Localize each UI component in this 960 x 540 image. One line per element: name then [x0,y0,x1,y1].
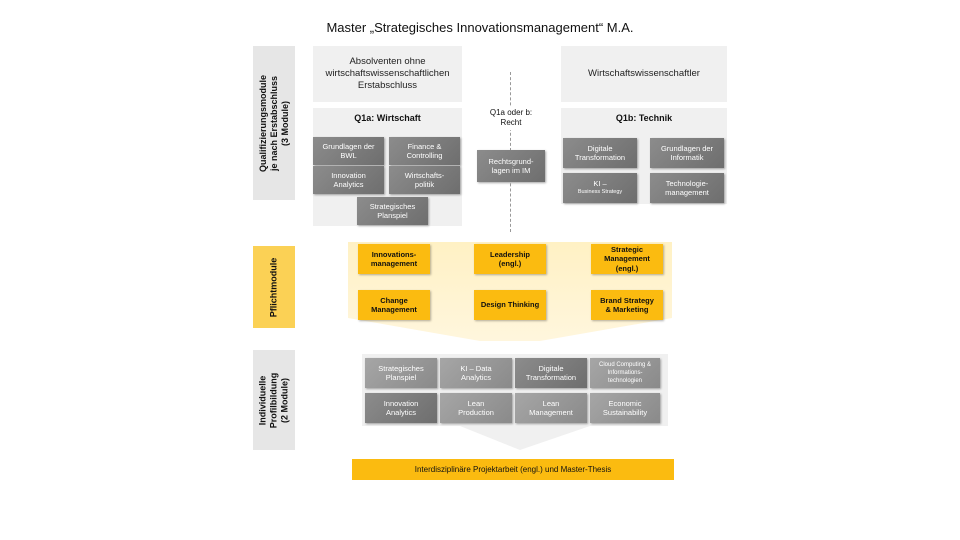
module-text: Digitale [538,363,564,373]
profil-line-1: Individuelle [257,375,268,425]
module-innovationsmanagement[interactable] [358,244,430,274]
profil-cloud-computing[interactable] [590,358,660,388]
section-label-qualifizierung-text: Qualifizierungsmodule je nach Erstabschluss (3 Module) [257,74,290,172]
page-title: Master „Strategisches Innovationsmanagement“ M.A. [326,20,634,35]
module-text: Business Strategy [577,189,623,195]
qmid-label-line2: Recht [500,118,522,127]
module-wirtschaftspolitik[interactable] [389,166,460,194]
module-text: Innovation [383,398,419,408]
module-innovation-analytics[interactable] [313,166,384,194]
module-text: KI – Data [460,363,492,373]
module-technologiemanagement[interactable] [650,173,724,203]
module-text: Transformation [574,153,626,162]
profil-economic-sustainability[interactable] [590,393,660,423]
module-text: Wirtschafts- [404,170,445,180]
module-text: Controlling [406,151,443,160]
module-text: Transformation [525,373,577,382]
module-text: Sustainability [602,408,648,417]
module-text: lagen im IM [491,166,531,175]
module-leadership[interactable] [474,244,546,274]
section-label-pflicht [253,246,295,328]
module-text: Technologie- [665,178,709,188]
section-label-profil-text [258,372,291,428]
module-ki-business-strategy[interactable] [563,173,637,203]
module-text: Analytics [385,408,416,417]
q1a-header-line3: Erstabschluss [357,80,418,91]
module-grundlagen-informatik[interactable] [650,138,724,168]
module-design-thinking[interactable] [474,290,546,320]
qmid-label [478,106,544,130]
module-text: Design Thinking [480,300,540,310]
profil-line-2: Profilbildung [268,372,279,428]
module-strategisches-planspiel[interactable] [357,197,428,225]
module-text: Change [380,295,408,305]
module-text: Digitale [587,143,613,153]
module-text: Informatik [670,153,704,162]
module-text: Innovations- [371,249,417,259]
module-digitale-transformation[interactable] [563,138,637,168]
module-text: Finance & [407,141,442,151]
q1b-label: Q1b: Technik [561,108,727,128]
module-text: (engl.) [498,259,522,268]
q1a-label: Q1a: Wirtschaft [313,108,462,128]
profil-lean-production[interactable] [440,393,512,423]
module-text: Management [371,305,417,314]
module-rechtsgrundlagen[interactable] [477,150,545,182]
module-text: Leadership [489,249,530,259]
profil-strategisches-planspiel[interactable] [365,358,437,388]
module-brand-strategy[interactable] [591,290,663,320]
module-text: Grundlagen der [660,143,714,153]
module-text: Lean [542,398,560,408]
q1a-header-line2: wirtschaftswissenschaftlichen [325,68,450,79]
module-text: & Marketing [605,305,649,314]
module-change-management[interactable] [358,290,430,320]
module-grundlagen-bwl[interactable] [313,137,384,165]
module-text: management [665,188,709,197]
module-text: (engl.) [615,263,639,273]
module-text: Grundlagen der [322,141,375,151]
q1a-header [313,46,462,102]
module-text: Innovation [331,170,366,180]
module-text: politik [414,180,435,189]
qmid-label-line1: Q1a oder b: [489,108,533,117]
module-text: BWL [340,151,357,160]
profil-ki-data-analytics[interactable] [440,358,512,388]
section-label-pflicht-text: Pflichtmodule [268,257,279,317]
module-text: Management [604,254,650,264]
module-text: Management [529,408,573,417]
module-text: Analytics [333,180,364,189]
module-text: management [370,259,418,268]
section-label-qualifizierung [253,46,295,200]
profil-digitale-transformation[interactable] [515,358,587,388]
section-label-profil [253,350,295,450]
master-thesis-bar[interactable]: Interdisziplinäre Projektarbeit (engl.) und Master-Thesis [352,459,674,480]
q1b-header: Wirtschaftswissenschaftler [561,46,727,102]
module-strategic-management[interactable] [591,244,663,274]
module-text: KI – [593,178,607,188]
module-text: Brand Strategy [600,295,654,305]
module-text: technologien [607,378,643,384]
module-text: Economic [608,398,642,408]
module-text: Strategisches [369,201,416,211]
profil-line-3: (2 Module) [279,377,290,423]
module-text: Production [458,408,494,417]
module-text: Informations- [607,370,643,376]
profil-innovation-analytics[interactable] [365,393,437,423]
module-text: Cloud Computing & [598,362,652,368]
module-text: Lean [467,398,485,408]
module-finance-controlling[interactable] [389,137,460,165]
module-text: Rechtsgrund- [488,156,534,166]
module-text: Strategisches [378,363,424,373]
module-text: Analytics [460,373,491,382]
module-text: Strategic [610,244,644,254]
module-text: Planspiel [385,373,417,382]
profil-lean-management[interactable] [515,393,587,423]
q1a-header-line1: Absolventen ohne [349,56,426,67]
module-text: Planspiel [377,211,408,220]
